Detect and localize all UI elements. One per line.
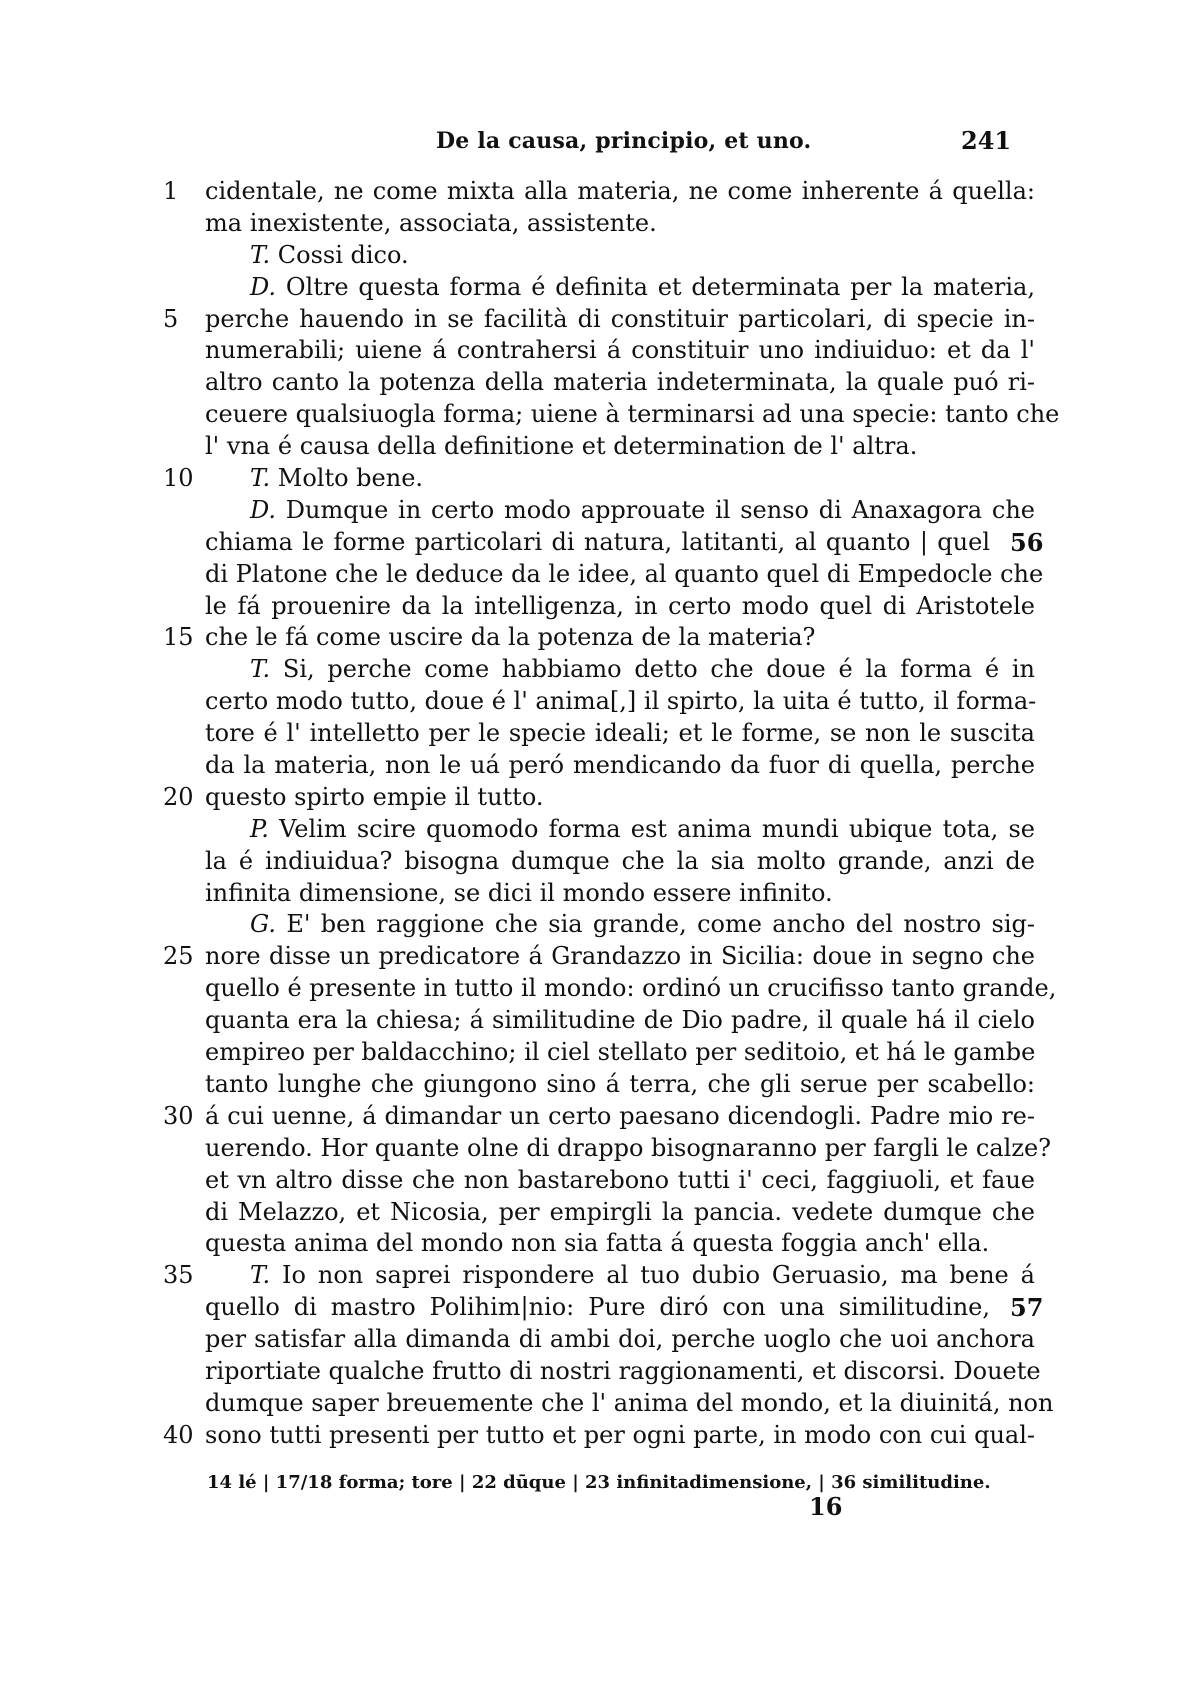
line-text xyxy=(205,750,1035,782)
text-line xyxy=(0,495,1193,527)
line-text xyxy=(205,1292,990,1324)
signature-mark: 16 xyxy=(809,1492,843,1521)
text-line xyxy=(0,1292,1193,1324)
line-text xyxy=(250,1260,1035,1292)
line-text xyxy=(205,1324,1035,1356)
line-body: uerendo. Hor quante olne di drappo bisognaranno per fargli le calze? xyxy=(205,1133,1052,1162)
line-body: le fá prouenire da la intelligenza, in certo modo quel di Aristotele xyxy=(205,591,1035,620)
text-line xyxy=(0,909,1193,941)
line-text xyxy=(250,814,1035,846)
line-body: quello di mastro Polihim|nio: Pure diró con una similitudine, xyxy=(205,1293,990,1322)
margin-page-ref: 56 xyxy=(1010,527,1044,557)
line-body: dumque saper breuemente che l' anima del mondo, et la diuinitá, non xyxy=(205,1388,1054,1417)
line-number: 40 xyxy=(163,1420,194,1449)
line-text xyxy=(205,304,1035,336)
line-text xyxy=(205,718,1035,750)
line-text xyxy=(205,559,1044,591)
line-text xyxy=(205,399,1060,431)
line-text xyxy=(205,1133,1052,1165)
text-line xyxy=(0,718,1193,750)
line-text xyxy=(205,941,1035,973)
line-body: sono tutti presenti per tutto et per ogni parte, in modo con cui qual- xyxy=(205,1420,1035,1449)
line-body: riportiate qualche frutto di nostri raggionamenti, et discorsi. Douete xyxy=(205,1356,1041,1385)
speaker-tag: T. xyxy=(250,240,271,269)
line-text xyxy=(205,335,1035,367)
text-line xyxy=(0,1420,1193,1452)
text-line xyxy=(0,941,1193,973)
line-text xyxy=(205,1388,1054,1420)
line-text xyxy=(205,1005,1035,1037)
text-line xyxy=(0,591,1193,623)
text-line xyxy=(0,463,1193,495)
text-line xyxy=(0,559,1193,591)
line-body: E' ben raggione che sia grande, come ancho del nostro sig- xyxy=(286,910,1035,939)
line-text xyxy=(250,495,1035,527)
critical-apparatus: 14 lé | 17/18 forma; tore | 22 dūque | 23 infinitadimensione, | 36 similitudine. xyxy=(207,1472,991,1493)
speaker-tag: T. xyxy=(250,464,271,493)
line-body: Velim scire quomodo forma est anima mundi ubique tota, se xyxy=(279,814,1035,843)
line-text xyxy=(205,1101,1035,1133)
text-line xyxy=(0,750,1193,782)
text-line xyxy=(0,973,1193,1005)
line-text xyxy=(205,1197,1035,1229)
line-body: á cui uenne, á dimandar un certo paesano dicendogli. Padre mio re- xyxy=(205,1101,1035,1130)
line-text xyxy=(250,240,1035,272)
line-body: quello é presente in tutto il mondo: ordinó un crucifisso tanto grande, xyxy=(205,974,1057,1003)
text-line xyxy=(0,1356,1193,1388)
line-number: 35 xyxy=(163,1261,194,1290)
text-line xyxy=(0,1228,1193,1260)
line-text xyxy=(205,686,1035,718)
line-body: tanto lunghe che giungono sino á terra, che gli serue per scabello: xyxy=(205,1069,1035,1098)
line-text xyxy=(205,1165,1035,1197)
text-line xyxy=(0,782,1193,814)
text-line xyxy=(0,1197,1193,1229)
line-body: di Melazzo, et Nicosia, per empirgli la pancia. vedete dumque che xyxy=(205,1197,1035,1226)
text-line xyxy=(0,176,1193,208)
line-text xyxy=(205,1069,1035,1101)
line-text xyxy=(205,591,1035,623)
line-body: Io non saprei rispondere al tuo dubio Geruasio, ma bene á xyxy=(282,1261,1035,1290)
line-body: certo modo tutto, doue é l' anima[,] il spirto, la uita é tutto, il forma- xyxy=(205,687,1037,716)
line-text xyxy=(250,654,1035,686)
speaker-tag: D. xyxy=(250,272,277,301)
line-body: ma inexistente, associata, assistente. xyxy=(205,208,657,237)
line-text xyxy=(205,1420,1035,1452)
line-body: chiama le forme particolari di natura, latitanti, al quanto | quel xyxy=(205,527,990,556)
line-number: 25 xyxy=(163,942,194,971)
line-number: 5 xyxy=(163,304,179,333)
text-line xyxy=(0,1101,1193,1133)
line-text xyxy=(205,846,1035,878)
line-body: questo spirto empie il tutto. xyxy=(205,782,544,811)
text-line xyxy=(0,622,1193,654)
line-text xyxy=(250,909,1035,941)
line-number: 30 xyxy=(163,1101,194,1130)
line-body: Cossi dico. xyxy=(277,240,409,269)
text-line xyxy=(0,272,1193,304)
line-body: altro canto la potenza della materia indeterminata, la quale puó ri- xyxy=(205,368,1035,397)
text-line xyxy=(0,1005,1193,1037)
text-line xyxy=(0,431,1193,463)
text-line xyxy=(0,1165,1193,1197)
line-body: per satisfar alla dimanda di ambi doi, perche uoglo che uoi anchora xyxy=(205,1325,1035,1354)
line-text xyxy=(205,782,1035,814)
line-text xyxy=(205,1356,1041,1388)
text-line xyxy=(0,1260,1193,1292)
line-body: tore é l' intelletto per le specie ideali; et le forme, se non le suscita xyxy=(205,719,1035,748)
line-body: ceuere qualsiuogla forma; uiene à terminarsi ad una specie: tanto che xyxy=(205,400,1060,429)
line-body: Si, perche come habbiamo detto che doue é la forma é in xyxy=(282,655,1035,684)
text-line xyxy=(0,814,1193,846)
line-body: questa anima del mondo non sia fatta á questa foggia anch' ella. xyxy=(205,1229,990,1258)
text-line xyxy=(0,304,1193,336)
line-body: Oltre questa forma é definita et determinata per la materia, xyxy=(285,272,1035,301)
line-body: l' vna é causa della definitione et determination de l' altra. xyxy=(205,432,918,461)
text-line xyxy=(0,1069,1193,1101)
text-line xyxy=(0,399,1193,431)
line-body: quanta era la chiesa; á similitudine de Dio padre, il quale há il cielo xyxy=(205,1006,1035,1035)
speaker-tag: D. xyxy=(250,495,277,524)
text-line xyxy=(0,846,1193,878)
line-body: da la materia, non le uá peró mendicando da fuor di quella, perche xyxy=(205,751,1035,780)
line-text xyxy=(205,973,1057,1005)
text-line xyxy=(0,335,1193,367)
line-text xyxy=(205,527,990,559)
margin-page-ref: 57 xyxy=(1010,1293,1044,1323)
line-text xyxy=(205,878,1035,910)
text-line xyxy=(0,1133,1193,1165)
text-line xyxy=(0,367,1193,399)
speaker-tag: G. xyxy=(250,910,276,939)
text-line xyxy=(0,686,1193,718)
page-number: 241 xyxy=(961,126,1012,155)
line-body: Dumque in certo modo approuate il senso di Anaxagora che xyxy=(285,495,1035,524)
line-text xyxy=(250,272,1035,304)
text-line xyxy=(0,1037,1193,1069)
speaker-tag: P. xyxy=(250,814,269,843)
line-body: et vn altro disse che non bastarebono tutti i' ceci, faggiuoli, et faue xyxy=(205,1165,1035,1194)
text-line xyxy=(0,654,1193,686)
text-body xyxy=(0,176,1193,1452)
speaker-tag: T. xyxy=(250,655,271,684)
line-text xyxy=(205,431,1035,463)
running-title: De la causa, principio, et uno. xyxy=(436,128,812,154)
line-text xyxy=(250,463,1035,495)
line-text xyxy=(205,208,1035,240)
line-text xyxy=(205,622,1035,654)
line-body: di Platone che le deduce da le idee, al quanto quel di Empedocle che xyxy=(205,559,1044,588)
line-body: perche hauendo in se facilità di constituir particolari, di specie in- xyxy=(205,304,1035,333)
text-line xyxy=(0,240,1193,272)
text-line xyxy=(0,527,1193,559)
line-number: 20 xyxy=(163,782,194,811)
line-body: la é indiuidua? bisogna dumque che la sia molto grande, anzi de xyxy=(205,846,1035,875)
line-body: numerabili; uiene á contrahersi á constituir uno indiuiduo: et da l' xyxy=(205,336,1035,365)
text-line xyxy=(0,878,1193,910)
line-body: infinita dimensione, se dici il mondo essere infinito. xyxy=(205,878,833,907)
line-number: 10 xyxy=(163,464,194,493)
line-number: 1 xyxy=(163,177,179,205)
text-line xyxy=(0,1324,1193,1356)
text-line xyxy=(0,1388,1193,1420)
line-body: empireo per baldacchino; il ciel stellato per seditoio, et há le gambe xyxy=(205,1038,1036,1067)
speaker-tag: T. xyxy=(250,1261,271,1290)
line-text xyxy=(205,1228,1035,1260)
text-line xyxy=(0,208,1193,240)
line-body: nore disse un predicatore á Grandazzo in Sicilia: doue in segno che xyxy=(205,942,1035,971)
line-number: 15 xyxy=(163,623,194,652)
line-text xyxy=(205,1037,1035,1069)
line-text xyxy=(205,176,1035,208)
line-body: Molto bene. xyxy=(277,464,424,493)
line-body: che le fá come uscire da la potenza de la materia? xyxy=(205,623,816,652)
line-body: cidentale, ne come mixta alla materia, ne come inherente á quella: xyxy=(205,177,1035,205)
line-text xyxy=(205,367,1035,399)
